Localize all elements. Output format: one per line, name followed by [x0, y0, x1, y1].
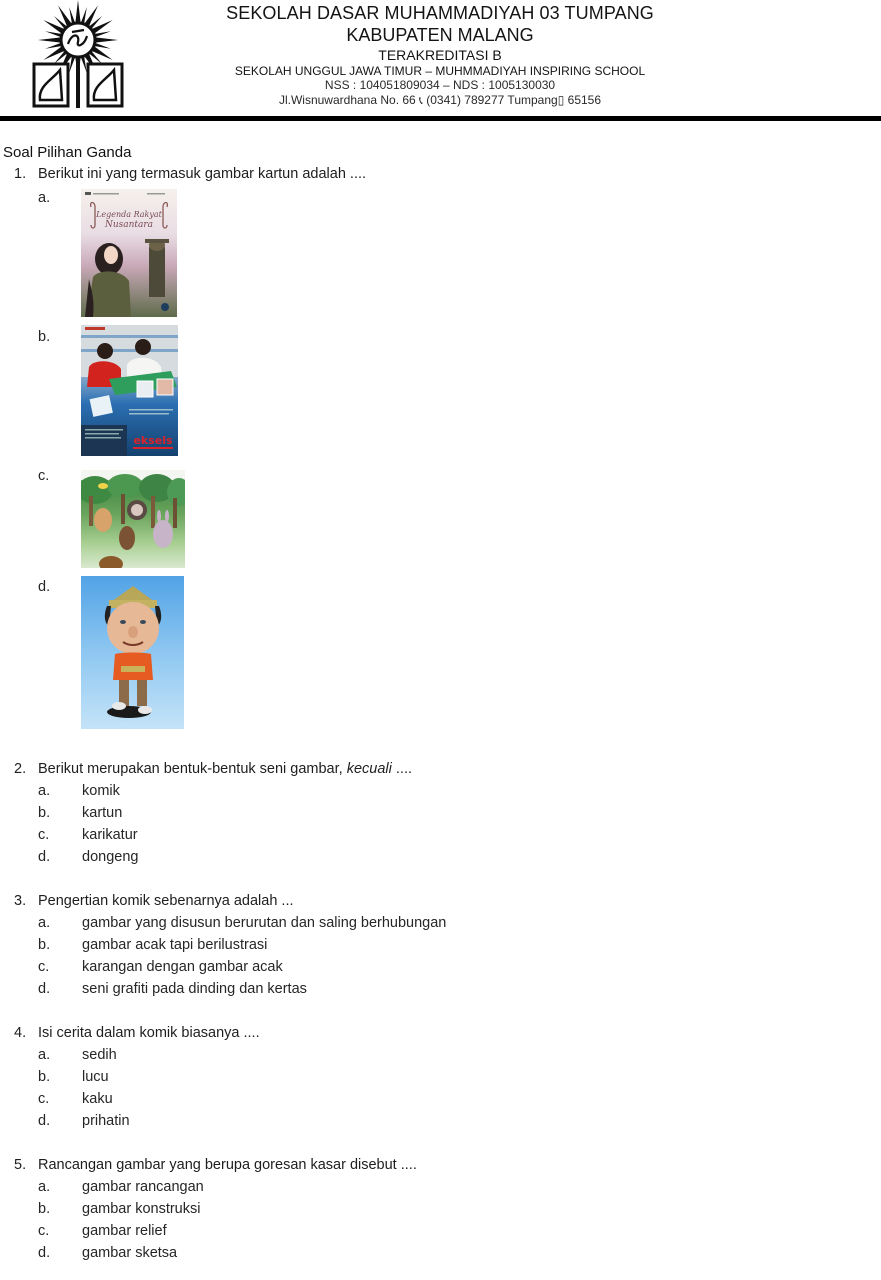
question-text: Pengertian komik sebenarnya adalah ... — [38, 893, 294, 909]
option-letter: c. — [38, 827, 50, 843]
question-text: Isi cerita dalam komik biasanya .... — [38, 1025, 260, 1041]
option-3b[interactable] — [38, 937, 267, 953]
svg-text:Nusantara: Nusantara — [104, 220, 154, 230]
option-text: dongeng — [82, 849, 139, 865]
school-tagline: SEKOLAH UNGGUL JAWA TIMUR – MUHMMADIYAH INSPIRING SCHOOL — [234, 64, 646, 78]
option-letter-a: a. — [38, 190, 51, 206]
question-2 — [14, 761, 412, 777]
option-letter-c: c. — [38, 468, 50, 484]
option-image-cartoon-animals[interactable] — [81, 470, 185, 568]
option-2c[interactable] — [38, 827, 138, 843]
letterhead-text — [150, 2, 730, 109]
svg-text:eksels: eksels — [133, 434, 173, 447]
option-letter: c. — [38, 1091, 50, 1107]
option-letter: c. — [38, 1223, 50, 1239]
regency-name: KABUPATEN MALANG — [346, 25, 534, 45]
option-letter: a. — [38, 915, 51, 931]
option-5c[interactable] — [38, 1223, 167, 1239]
question-number: 5. — [14, 1157, 27, 1173]
postal-code: 65156 — [567, 93, 602, 107]
option-3a[interactable] — [38, 915, 446, 931]
option-letter: c. — [38, 959, 50, 975]
muhammadiyah-logo-icon — [22, 0, 134, 110]
option-text: prihatin — [82, 1113, 130, 1129]
missing-glyph-icon: ▯ — [557, 93, 565, 107]
option-4a[interactable] — [38, 1047, 117, 1063]
section-title: Soal Pilihan Ganda — [3, 144, 132, 161]
question-number: 1. — [14, 166, 27, 182]
option-text: gambar rancangan — [82, 1179, 204, 1195]
question-text: Berikut ini yang termasuk gambar kartun adalah .... — [38, 166, 367, 182]
school-address — [150, 92, 730, 109]
option-4b[interactable] — [38, 1069, 109, 1085]
option-4d[interactable] — [38, 1113, 130, 1129]
option-text: sedih — [82, 1047, 117, 1063]
option-letter: d. — [38, 1245, 51, 1261]
option-image-photo-poster[interactable] — [81, 325, 178, 456]
option-text: gambar relief — [82, 1223, 167, 1239]
option-text: karikatur — [82, 827, 138, 843]
question-3 — [14, 893, 294, 909]
school-codes: NSS : 104051809034 – NDS : 1005130030 — [324, 78, 556, 92]
option-text: seni grafiti pada dinding dan kertas — [82, 981, 307, 997]
accreditation: TERAKREDITASI B — [378, 47, 502, 63]
option-2d[interactable] — [38, 849, 138, 865]
option-letter: b. — [38, 805, 51, 821]
option-letter: b. — [38, 1201, 51, 1217]
question-number: 4. — [14, 1025, 27, 1041]
question-emphasis: kecuali — [346, 761, 392, 777]
school-name: SEKOLAH DASAR MUHAMMADIYAH 03 TUMPANG — [226, 3, 654, 23]
option-letter: b. — [38, 1069, 51, 1085]
option-5a[interactable] — [38, 1179, 204, 1195]
option-letter: a. — [38, 1179, 51, 1195]
option-text: kaku — [82, 1091, 113, 1107]
option-2a[interactable] — [38, 783, 120, 799]
phone-text: (0341) 789277 Tumpang — [426, 93, 558, 107]
option-letter: a. — [38, 1047, 51, 1063]
option-image-novel-cover[interactable] — [81, 189, 177, 317]
question-4 — [14, 1025, 260, 1041]
option-5d[interactable] — [38, 1245, 177, 1261]
option-text: lucu — [82, 1069, 109, 1085]
option-text: gambar konstruksi — [82, 1201, 201, 1217]
question-ellipsis: .... — [391, 761, 413, 777]
option-text: kartun — [82, 805, 123, 821]
option-text: karangan dengan gambar acak — [82, 959, 283, 975]
phone-icon: 📞︎ — [419, 95, 423, 107]
question-1 — [14, 166, 366, 182]
option-letter-b: b. — [38, 329, 51, 345]
option-3c[interactable] — [38, 959, 283, 975]
question-number: 3. — [14, 893, 27, 909]
option-text: gambar acak tapi berilustrasi — [82, 937, 268, 953]
option-text: komik — [82, 783, 120, 799]
question-number: 2. — [14, 761, 27, 777]
question-5 — [14, 1157, 417, 1173]
option-2b[interactable] — [38, 805, 122, 821]
option-letter-d: d. — [38, 579, 51, 595]
address-text: Jl.Wisnuwardhana No. 66 — [278, 93, 416, 107]
option-letter: d. — [38, 849, 51, 865]
option-text: gambar sketsa — [82, 1245, 178, 1261]
option-4c[interactable] — [38, 1091, 113, 1107]
option-letter: d. — [38, 981, 51, 997]
option-letter: b. — [38, 937, 51, 953]
svg-text:Legenda Rakyat: Legenda Rakyat — [96, 210, 162, 219]
letterhead — [0, 0, 881, 125]
question-text: Berikut merupakan bentuk-bentuk seni gambar, — [38, 761, 347, 777]
option-5b[interactable] — [38, 1201, 200, 1217]
question-text: Rancangan gambar yang berupa goresan kasar disebut .... — [38, 1157, 417, 1173]
option-image-caricature[interactable] — [81, 576, 184, 729]
option-letter: a. — [38, 783, 51, 799]
letterhead-divider — [0, 116, 881, 121]
option-3d[interactable] — [38, 981, 307, 997]
option-letter: d. — [38, 1113, 51, 1129]
option-text: gambar yang disusun berurutan dan saling berhubungan — [82, 915, 447, 931]
